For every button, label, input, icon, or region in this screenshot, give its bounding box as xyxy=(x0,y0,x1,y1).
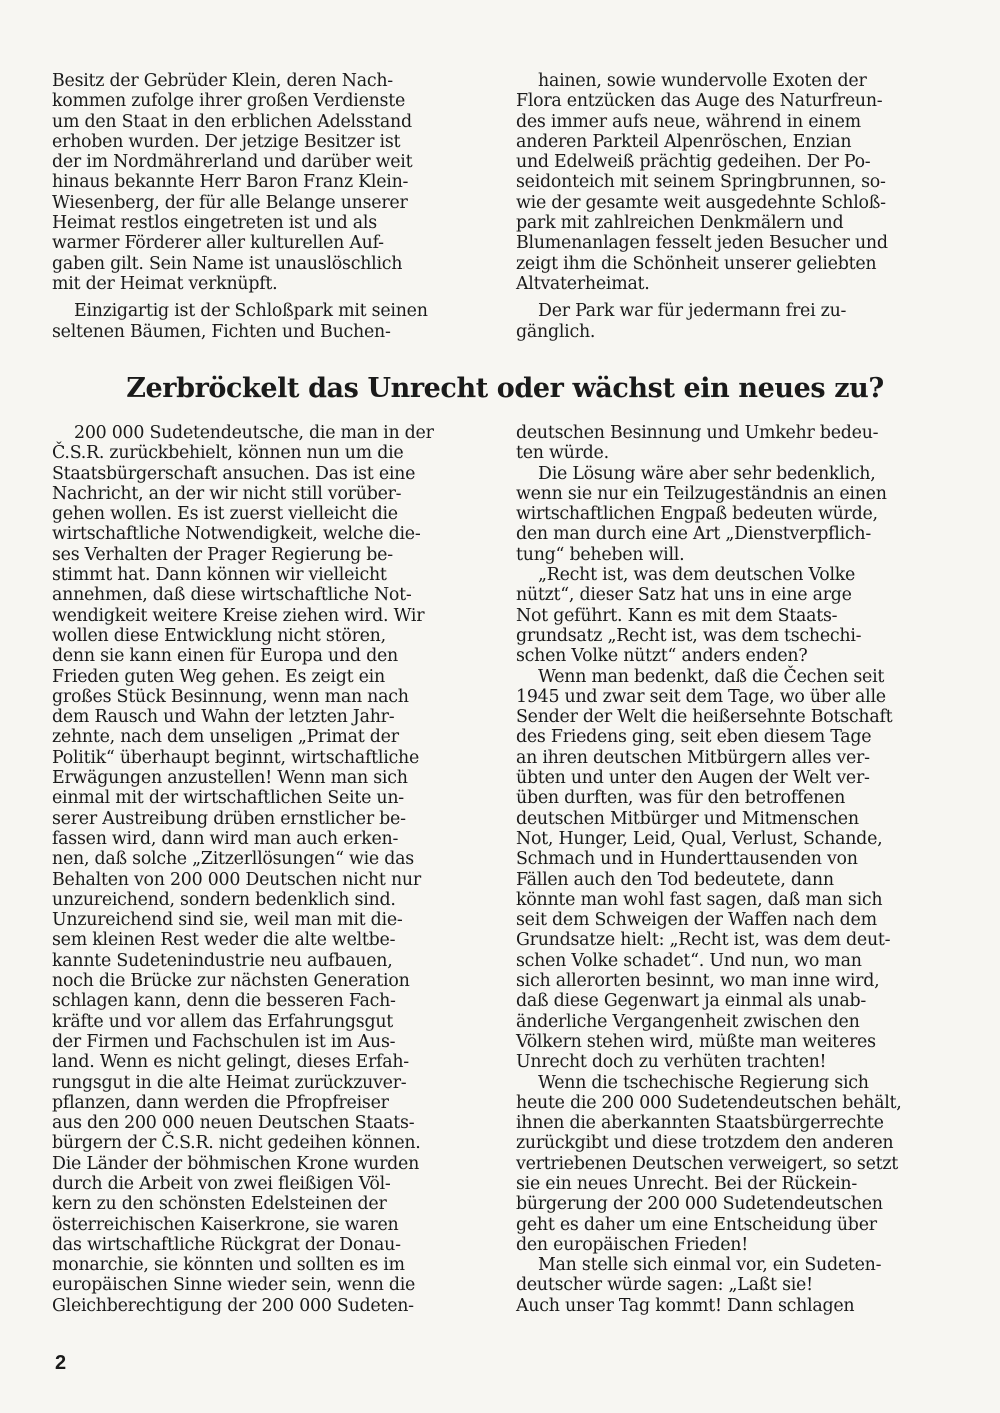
text-line: das wirtschaftliche Rückgrat der Donau- xyxy=(52,1234,401,1255)
paragraph xyxy=(516,565,952,666)
main-article-left-column xyxy=(52,423,488,1316)
text-line: Einzigartig ist der Schloßpark mit seinen xyxy=(74,301,428,322)
text-line: Not geführt. Kann es mit dem Staats- xyxy=(516,605,838,626)
top-article-left-column xyxy=(52,71,488,342)
text-line: warmer Förderer aller kulturellen Auf- xyxy=(52,233,384,254)
text-line: serer Austreibung drüben ernstlicher be- xyxy=(52,808,406,829)
text-line: nen, daß solche „Zitzerllösungen“ wie das xyxy=(52,849,414,870)
text-line: park mit zahlreichen Denkmälern und xyxy=(516,213,844,234)
paragraph xyxy=(516,423,952,464)
text-line: Flora entzücken das Auge des Naturfreun- xyxy=(516,91,883,112)
text-line: Nachricht, an der wir nicht still vorüber- xyxy=(52,483,402,504)
text-line: Wenn die tschechische Regierung sich xyxy=(538,1072,869,1093)
text-line: gehen wollen. Es ist zuerst vielleicht die xyxy=(52,504,398,525)
text-line: tung“ beheben will. xyxy=(516,544,685,565)
page-number: 2 xyxy=(55,1352,67,1374)
text-line: Besitz der Gebrüder Klein, deren Nach- xyxy=(52,71,393,91)
text-line: Politik“ überhaupt beginnt, wirtschaftliche xyxy=(52,747,420,768)
text-line: einmal mit der wirtschaftlichen Seite un- xyxy=(52,788,404,809)
text-line: Wenn man bedenkt, daß die Čechen seit xyxy=(538,666,885,687)
text-line: sem kleinen Rest weder die alte weltbe- xyxy=(52,930,396,951)
text-line: fassen wird, dann wird man auch erken- xyxy=(52,828,399,849)
text-line: schen Volke nützt“ anders enden? xyxy=(516,646,808,667)
text-line: Unzureichend sind sie, weil man mit die- xyxy=(52,910,403,931)
text-line: denn sie kann einen für Europa und den xyxy=(52,646,398,667)
text-line: sich allerorten besinnt, wo man inne wird, xyxy=(516,971,880,992)
main-article-right-column xyxy=(516,423,952,1316)
text-line: des Friedens ging, seit eben diesem Tage xyxy=(516,727,872,748)
text-line: des immer aufs neue, während in einem xyxy=(516,111,861,132)
text-line: hinaus bekannte Herr Baron Franz Klein- xyxy=(52,172,409,193)
top-article-right-column xyxy=(516,71,952,342)
paragraph xyxy=(52,301,488,342)
text-line: wollen diese Entwicklung nicht stören, xyxy=(52,625,386,646)
paragraph xyxy=(516,1255,952,1316)
text-line: mit der Heimat verknüpft. xyxy=(52,273,278,294)
text-line: daß diese Gegenwart ja einmal als unab- xyxy=(516,991,866,1012)
text-line: Wiesenberg, der für alle Belange unserer xyxy=(52,192,408,213)
text-line: Blumenanlagen fesselt jeden Besucher und xyxy=(516,233,888,254)
paragraph xyxy=(516,301,952,342)
text-line: „Recht ist, was dem deutschen Volke xyxy=(538,565,856,586)
text-line: um den Staat in den erblichen Adelsstand xyxy=(52,111,412,132)
text-line: Staatsbürgerschaft ansuchen. Das ist eine xyxy=(52,463,416,484)
text-line: den man durch eine Art „Dienstverpflich- xyxy=(516,524,871,545)
text-line: Č.S.R. zurückbehielt, können nun um die xyxy=(52,443,404,464)
text-line: seidonteich mit seinem Springbrunnen, so- xyxy=(516,172,886,193)
text-line: sie ein neues Unrecht. Bei der Rückein- xyxy=(516,1173,857,1194)
text-line: Frieden guten Weg gehen. Es zeigt ein xyxy=(52,666,385,687)
text-line: wendigkeit weitere Kreise ziehen wird. Wir xyxy=(52,605,425,626)
text-line: der Firmen und Fachschulen ist im Aus- xyxy=(52,1031,396,1052)
text-line: Der Park war für jedermann frei zu- xyxy=(538,301,847,322)
text-line: kommen zufolge ihrer großen Verdienste xyxy=(52,91,406,112)
text-line: seltenen Bäumen, Fichten und Buchen- xyxy=(52,321,391,342)
text-line: kern zu den schönsten Edelsteinen der xyxy=(52,1194,387,1215)
text-line: nützt“, dieser Satz hat uns in eine arge xyxy=(516,585,852,606)
text-line: kannte Sudetenindustrie neu aufbauen, xyxy=(52,950,393,971)
text-line: unzureichend, sondern bedenklich sind. xyxy=(52,889,396,910)
text-line: wenn sie nur ein Teilzugeständnis an einen xyxy=(516,483,887,504)
text-line: noch die Brücke zur nächsten Generation xyxy=(52,971,410,992)
text-line: wie der gesamte weit ausgedehnte Schloß- xyxy=(516,192,886,213)
text-line: Behalten von 200 000 Deutschen nicht nur xyxy=(52,869,421,890)
text-line: schlagen kann, denn die besseren Fach- xyxy=(52,991,396,1012)
text-line: dem Rausch und Wahn der letzten Jahr- xyxy=(52,707,395,728)
text-line: Altvaterheimat. xyxy=(516,273,650,294)
text-line: Heimat restlos eingetreten ist und als xyxy=(52,213,377,234)
text-line: Schmach und in Hunderttausenden von xyxy=(516,849,858,870)
text-line: an ihren deutschen Mitbürgern alles ver- xyxy=(516,747,870,768)
paragraph xyxy=(516,667,952,1073)
text-line: aus den 200 000 neuen Deutschen Staats- xyxy=(52,1113,415,1134)
paragraph xyxy=(52,71,488,294)
text-line: änderliche Vergangenheit zwischen den xyxy=(516,1011,860,1032)
text-line: Völkern stehen wird, müßte man weiteres xyxy=(516,1031,876,1052)
text-line: wirtschaftliche Notwendigkeit, welche die- xyxy=(52,524,421,545)
text-line: 200 000 Sudetendeutsche, die man in der xyxy=(74,423,434,443)
text-line: gaben gilt. Sein Name ist unauslöschlich xyxy=(52,253,403,274)
text-line: Man stelle sich einmal vor, ein Sudeten- xyxy=(538,1255,882,1276)
paragraph xyxy=(516,71,952,294)
text-line: könnte man wohl fast sagen, daß man sich xyxy=(516,889,883,910)
text-line: deutschen Mitbürger und Mitmenschen xyxy=(516,808,859,829)
paragraph xyxy=(516,1073,952,1256)
text-line: Die Länder der böhmischen Krone wurden xyxy=(52,1153,420,1174)
text-line: der im Nordmährerland und darüber weit xyxy=(52,152,413,173)
text-line: Sender der Welt die heißersehnte Botschaft xyxy=(516,707,893,728)
text-line: vertriebenen Deutschen verweigert, so setzt xyxy=(516,1153,899,1174)
text-line: geht es daher um eine Entscheidung über xyxy=(516,1214,877,1235)
text-line: ten würde. xyxy=(516,443,609,464)
text-line: bürgerung der 200 000 Sudetendeutschen xyxy=(516,1194,883,1215)
paragraph xyxy=(516,464,952,565)
text-line: üben durften, was für den betroffenen xyxy=(516,788,846,809)
text-line: 1945 und zwar seit dem Tage, wo über alle xyxy=(516,686,886,707)
text-line: stimmt hat. Dann können wir vielleicht xyxy=(52,565,387,586)
text-line: ses Verhalten der Prager Regierung be- xyxy=(52,544,393,565)
text-line: zehnte, nach dem unseligen „Primat der xyxy=(52,727,399,748)
text-line: Unrecht doch zu verhüten trachten! xyxy=(516,1052,827,1073)
text-line: anderen Parkteil Alpenröschen, Enzian xyxy=(516,131,852,152)
text-line: seit dem Schweigen der Waffen nach dem xyxy=(516,910,877,931)
text-line: Gleichberechtigung der 200 000 Sudeten- xyxy=(52,1295,414,1316)
text-line: und Edelweiß prächtig gedeihen. Der Po- xyxy=(516,152,871,173)
text-line: großes Stück Besinnung, wenn man nach xyxy=(52,686,409,707)
text-line: pflanzen, dann werden die Pfropfreiser xyxy=(52,1092,389,1113)
paragraph xyxy=(52,423,488,1316)
text-line: land. Wenn es nicht gelingt, dieses Erfah- xyxy=(52,1052,409,1073)
text-line: schen Volke schadet“. Und nun, wo man xyxy=(516,950,862,971)
text-line: wirtschaftlichen Engpaß bedeuten würde, xyxy=(516,504,878,525)
text-line: annehmen, daß diese wirtschaftliche Not- xyxy=(52,585,412,606)
text-line: Fällen auch den Tod bedeutete, dann xyxy=(516,869,834,890)
text-line: monarchie, sie könnten und sollten es im xyxy=(52,1255,405,1276)
text-line: grundsatz „Recht ist, was dem tschechi- xyxy=(516,625,862,646)
text-line: den europäischen Frieden! xyxy=(516,1234,748,1255)
text-line: durch die Arbeit von zwei fleißigen Völ- xyxy=(52,1173,391,1194)
text-line: österreichischen Kaiserkrone, sie waren xyxy=(52,1214,399,1235)
text-line: übten und unter den Augen der Welt ver- xyxy=(516,768,870,789)
text-line: rungsgut in die alte Heimat zurückzuver- xyxy=(52,1072,407,1093)
text-line: europäischen Sinne wieder sein, wenn die xyxy=(52,1275,416,1296)
text-line: deutschen Besinnung und Umkehr bedeu- xyxy=(516,423,879,443)
text-line: deutscher würde sagen: „Laßt sie! xyxy=(516,1275,813,1296)
text-line: zurückgibt und diese trotzdem den anderen xyxy=(516,1133,894,1154)
text-line: zeigt ihm die Schönheit unserer geliebten xyxy=(516,253,877,274)
text-line: ihnen die aberkannten Staatsbürgerrechte xyxy=(516,1113,884,1134)
text-line: Auch unser Tag kommt! Dann schlagen xyxy=(516,1295,855,1316)
text-line: heute die 200 000 Sudetendeutschen behält, xyxy=(516,1092,902,1113)
text-line: bürgern der Č.S.R. nicht gedeihen können. xyxy=(52,1133,421,1154)
text-line: Grundsatze hielt: „Recht ist, was dem deut- xyxy=(516,930,891,951)
text-line: hainen, sowie wundervolle Exoten der xyxy=(538,71,867,91)
text-line: Die Lösung wäre aber sehr bedenklich, xyxy=(538,463,876,484)
text-line: gänglich. xyxy=(516,321,596,342)
text-line: erhoben wurden. Der jetzige Besitzer ist xyxy=(52,131,401,152)
text-line: Erwägungen anzustellen! Wenn man sich xyxy=(52,768,408,789)
text-line: kräfte und vor allem das Erfahrungsgut xyxy=(52,1011,394,1032)
text-line: Not, Hunger, Leid, Qual, Verlust, Schande, xyxy=(516,828,883,849)
article-headline: Zerbröckelt das Unrecht oder wächst ein neues zu? xyxy=(126,373,884,404)
